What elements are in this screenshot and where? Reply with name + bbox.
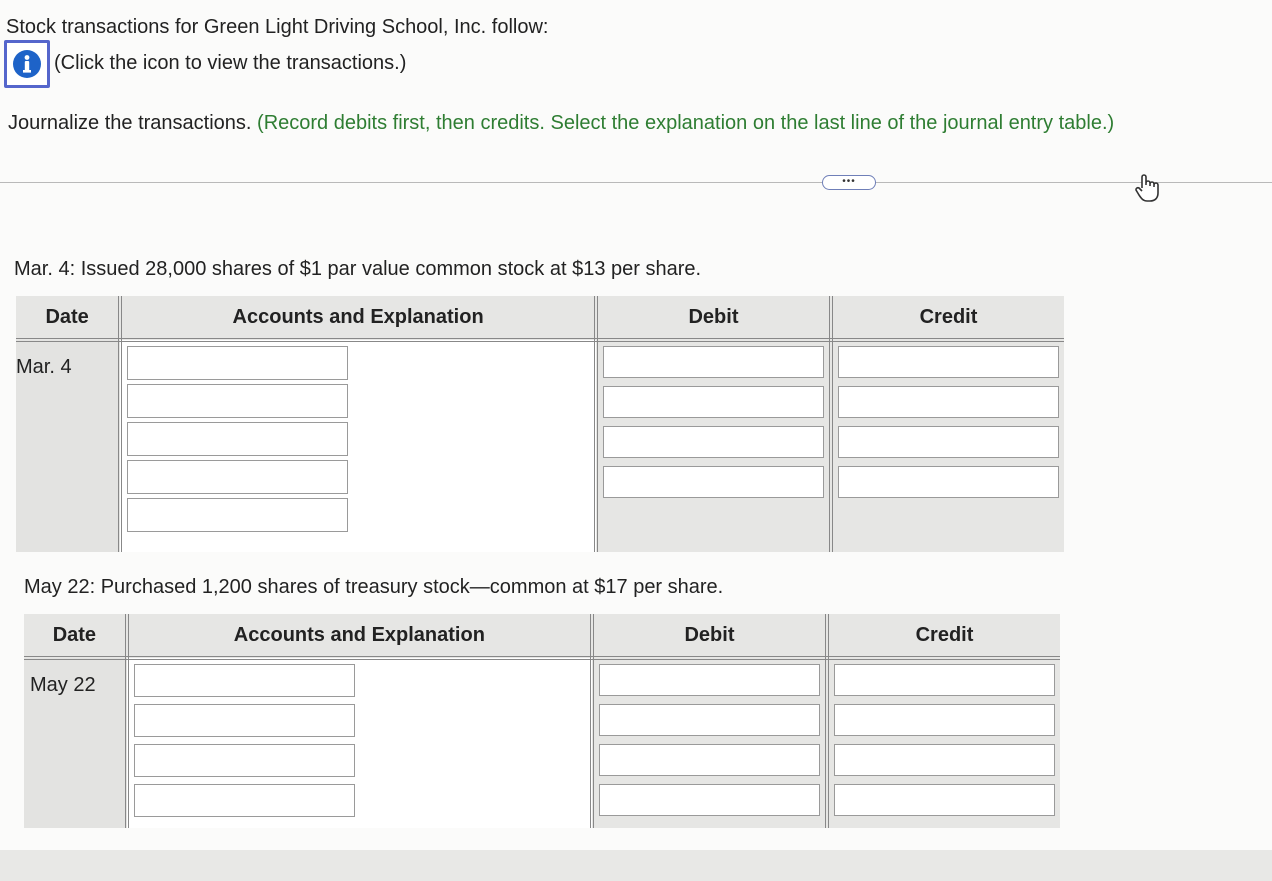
date-cell	[16, 340, 120, 552]
more-button[interactable]: •••	[822, 175, 876, 190]
header-accounts: Accounts and Explanation	[127, 614, 592, 658]
accounts-cell	[127, 658, 592, 828]
explanation-input[interactable]	[127, 498, 348, 532]
header-credit: Credit	[831, 296, 1064, 340]
explanation-input[interactable]	[134, 784, 355, 817]
bottom-band	[0, 850, 1272, 881]
credit-cell	[827, 658, 1060, 828]
debit-input-1[interactable]	[599, 664, 820, 696]
debit-input-4[interactable]	[599, 784, 820, 816]
account-input-1[interactable]	[127, 346, 348, 380]
transaction-2-title: May 22: Purchased 1,200 shares of treasury stock—common at $17 per share.	[24, 576, 724, 598]
journal-body-row	[16, 340, 1064, 552]
debit-input-4[interactable]	[603, 466, 824, 498]
account-input-1[interactable]	[134, 664, 355, 697]
info-icon	[12, 49, 42, 79]
accounts-cell	[120, 340, 596, 552]
credit-input-2[interactable]	[834, 704, 1055, 736]
credit-input-1[interactable]	[838, 346, 1059, 378]
header-credit: Credit	[827, 614, 1060, 658]
journal-header-row	[24, 614, 1060, 658]
date-value: Mar. 4	[16, 356, 72, 378]
debit-cell	[592, 658, 827, 828]
instruction-plain: Journalize the transactions.	[8, 112, 252, 134]
debit-input-2[interactable]	[599, 704, 820, 736]
info-button[interactable]	[4, 40, 50, 88]
date-cell	[24, 658, 127, 828]
credit-input-2[interactable]	[838, 386, 1059, 418]
account-input-2[interactable]	[127, 384, 348, 418]
header-date: Date	[24, 614, 127, 658]
journal-table-1	[16, 296, 1064, 552]
journal-table-2	[24, 614, 1060, 828]
credit-input-4[interactable]	[834, 784, 1055, 816]
account-input-2[interactable]	[134, 704, 355, 737]
debit-input-3[interactable]	[599, 744, 820, 776]
info-link-paren: (	[54, 52, 61, 74]
journal-body-row	[24, 658, 1060, 828]
hand-cursor-icon	[1134, 172, 1162, 207]
credit-input-3[interactable]	[838, 426, 1059, 458]
debit-input-3[interactable]	[603, 426, 824, 458]
header-debit: Debit	[592, 614, 827, 658]
instructions	[8, 112, 1114, 135]
account-input-4[interactable]	[127, 460, 348, 494]
question-text: Stock transactions for Green Light Driving School, Inc. follow:	[6, 16, 549, 38]
credit-input-3[interactable]	[834, 744, 1055, 776]
credit-input-1[interactable]	[834, 664, 1055, 696]
header-debit: Debit	[596, 296, 831, 340]
date-value: May 22	[30, 674, 96, 696]
info-link-text[interactable]	[54, 52, 406, 75]
credit-cell	[831, 340, 1064, 552]
instruction-green: (Record debits first, then credits. Select the explanation on the last line of the journal entry table.)	[257, 112, 1115, 134]
debit-cell	[596, 340, 831, 552]
credit-input-4[interactable]	[838, 466, 1059, 498]
debit-input-2[interactable]	[603, 386, 824, 418]
header-accounts: Accounts and Explanation	[120, 296, 596, 340]
debit-input-1[interactable]	[603, 346, 824, 378]
account-input-3[interactable]	[134, 744, 355, 777]
divider	[0, 182, 1272, 183]
journal-header-row	[16, 296, 1064, 340]
header-date: Date	[16, 296, 120, 340]
info-link-label: Click the icon to view the transactions.)	[60, 52, 407, 74]
account-input-3[interactable]	[127, 422, 348, 456]
transaction-1-title: Mar. 4: Issued 28,000 shares of $1 par value common stock at $13 per share.	[14, 258, 702, 280]
